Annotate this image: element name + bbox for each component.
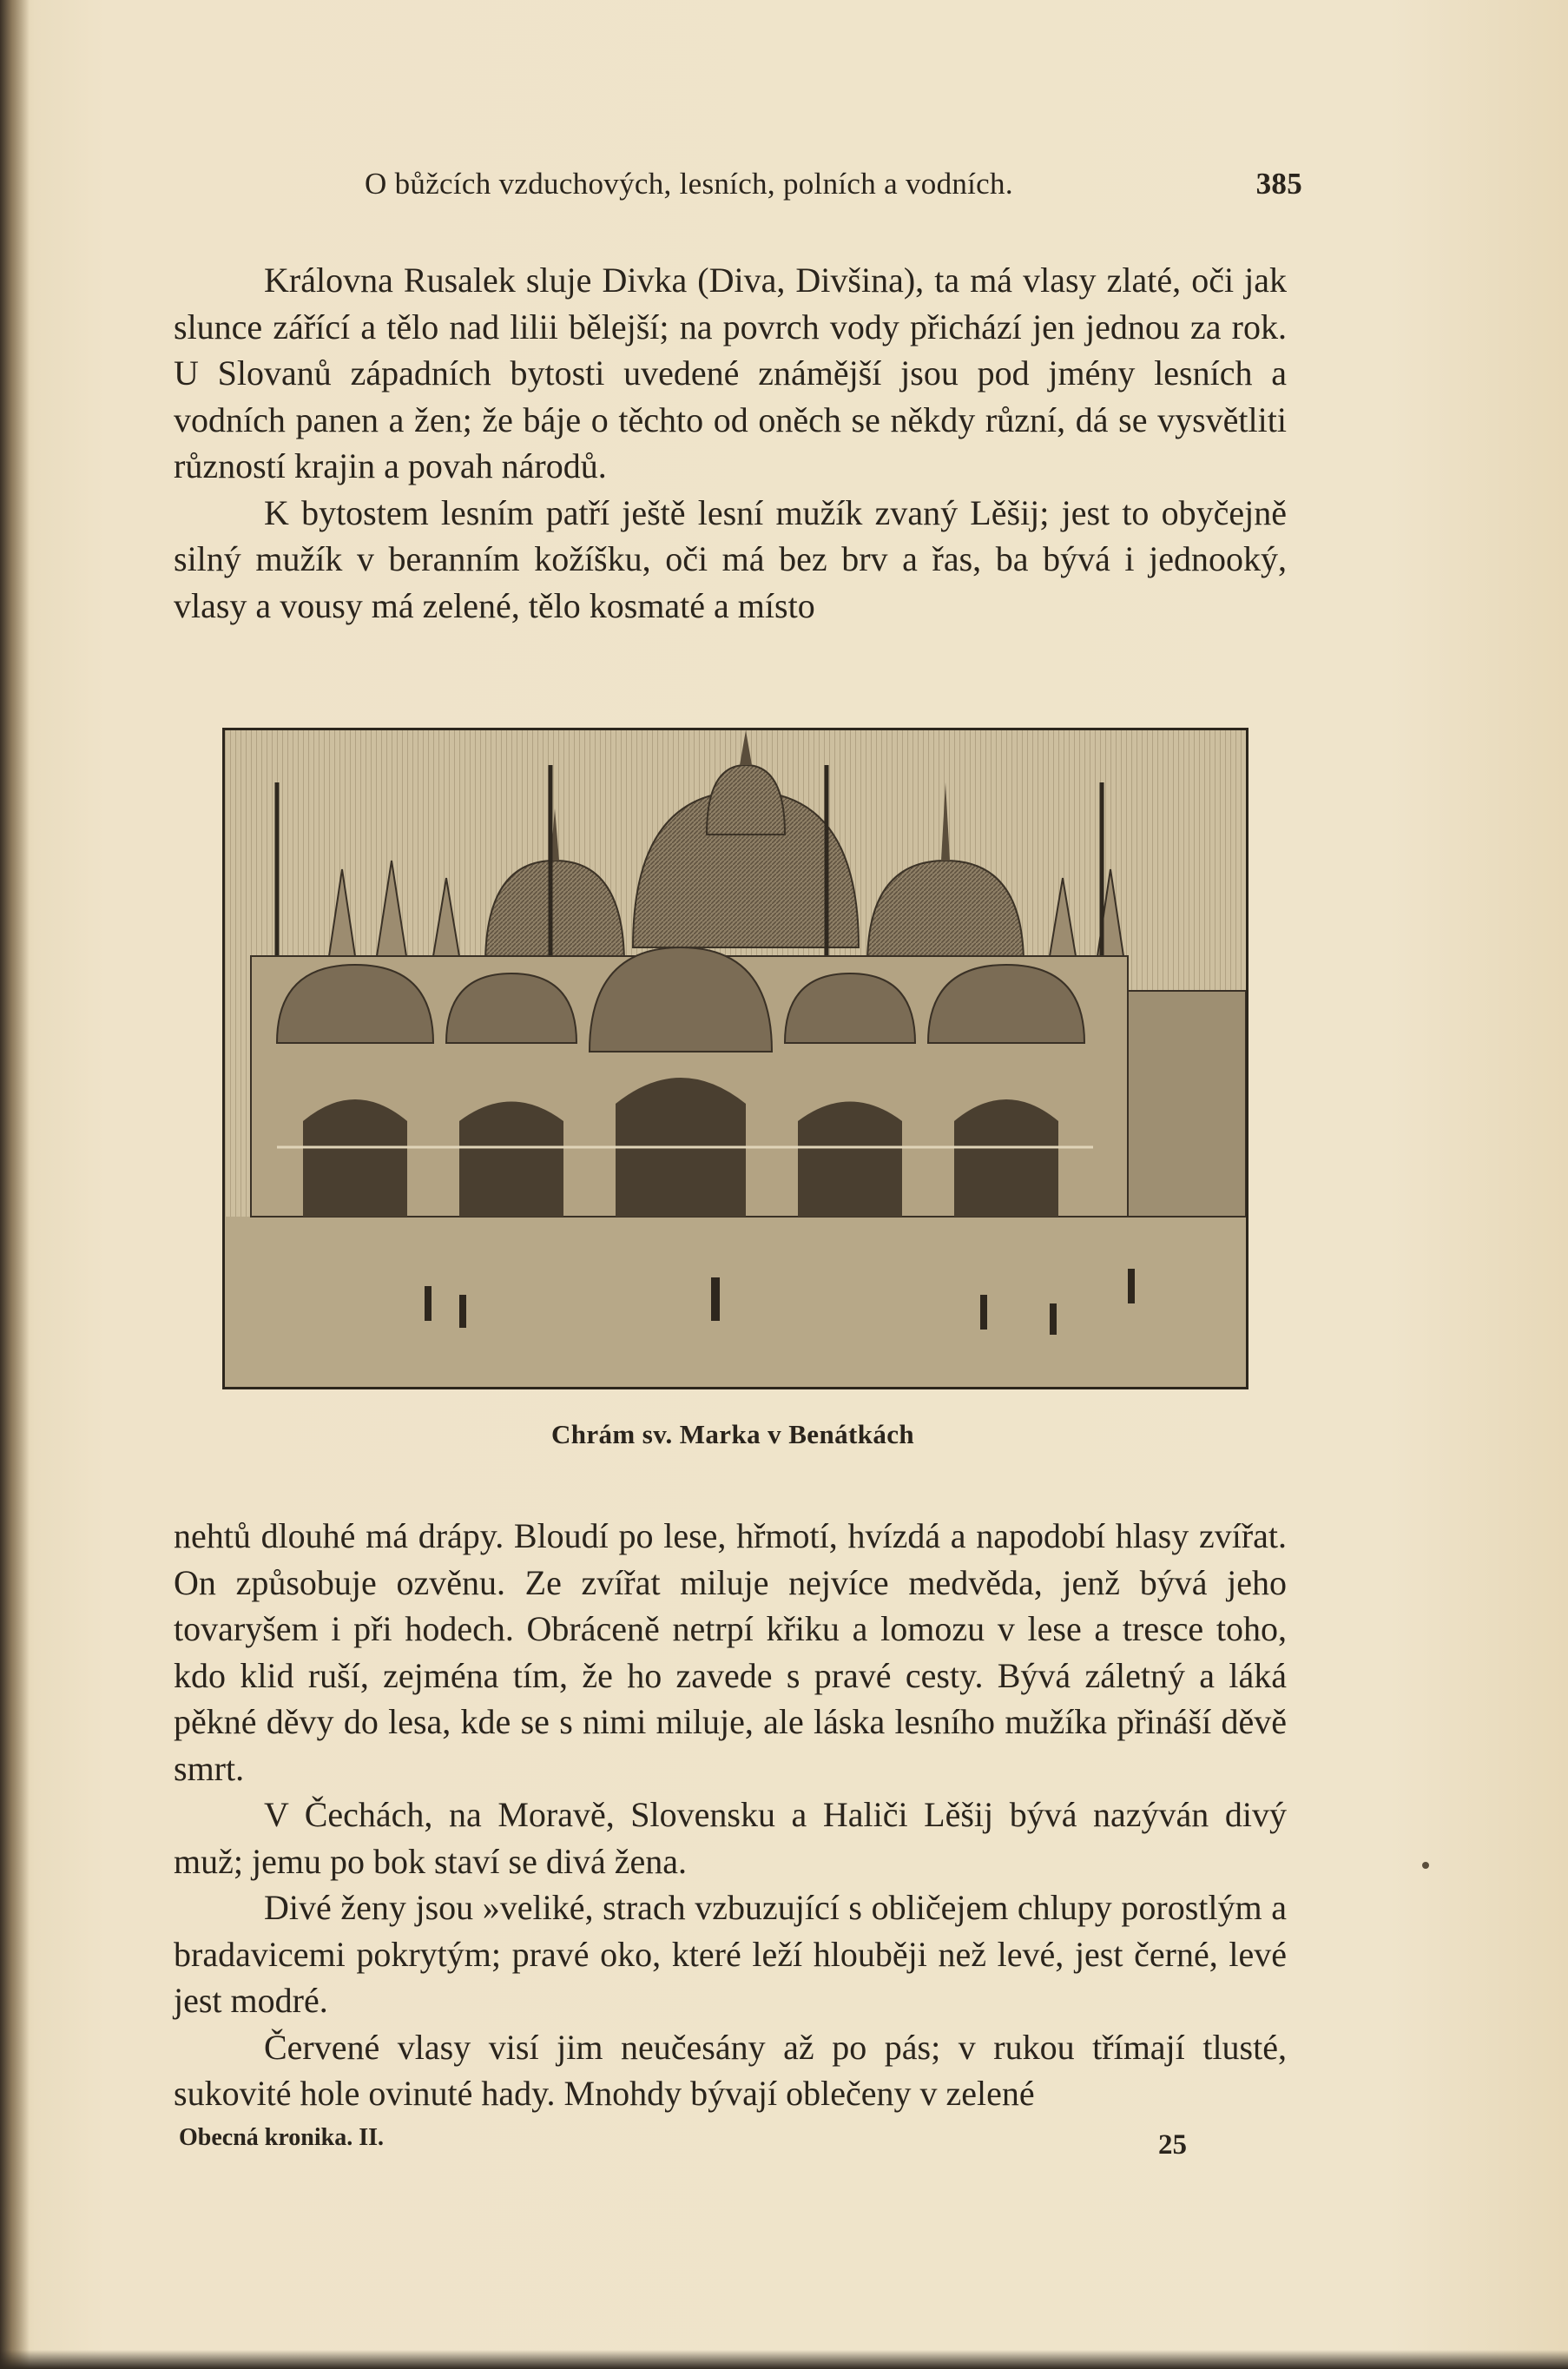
page-number: 385 xyxy=(1255,167,1302,201)
page-bottom-edge xyxy=(0,2350,1568,2369)
figure-caption: Chrám sv. Marka v Benátkách xyxy=(550,1419,915,1449)
footer-signature: Obecná kronika. II. xyxy=(179,2124,384,2151)
figure-basilica xyxy=(222,728,1248,1389)
paragraph: V Čechách, na Moravě, Slovensku a Haliči Lěšij bývá nazýván divý muž; jemu po bok staví se divá žena. xyxy=(174,1795,1287,1881)
gutter-shadow xyxy=(0,0,30,2369)
paragraph: Červené vlasy visí jim neučesány až po pás; v rukou třímají tlusté, sukovité hole ovinuté hady. Mnohdy bývají oblečeny v zelené xyxy=(174,2027,1287,2113)
paragraph: K bytostem lesním patří ještě lesní mužík zvaný Lěšij; jest to obyčejně silný mužík v beranním kožíšku, oči má bez brv a řas, ba bývá i jednooký, vlasy a vousy má zelené, tělo kosmaté a místo xyxy=(174,492,1287,625)
basilica-engraving-icon xyxy=(225,730,1246,1387)
margin-mark xyxy=(1422,1862,1429,1869)
text-block-bottom xyxy=(174,1513,1287,2117)
paragraph: Královna Rusalek sluje Divka (Diva, Divšina), ta má vlasy zlaté, oči jak slunce zářící a tělo nad lilii bělejší; na povrch vody přichází jen jednou za rok. U Slovanů západních bytosti uvedené známější jsou pod jmény lesních a vodních panen a žen; že báje o těchto od oněch se někdy různí, dá se vysvětliti růzností krajin a povah národů. xyxy=(174,261,1287,485)
paragraph: nehtů dlouhé má drápy. Bloudí po lese, hřmotí, hvízdá a napodobí hlasy zvířat. On způsobuje ozvěnu. Ze zvířat miluje nejvíce medvěda, jenž bývá jeho tovaryšem i při hodech. Obráceně netrpí křiku a lomozu v lese a tresce toho, kdo klid ruší, zejména tím, že ho zavede s pravé cesty. Bývá záletný a láká pěkné děvy do lesa, kde se s nimi miluje, ale láska lesního mužíka přináší děvě smrt. xyxy=(174,1516,1287,1788)
footer-sheet-number: 25 xyxy=(1158,2129,1187,2161)
text-block-top xyxy=(174,257,1287,629)
running-head-title: O bůžcích vzduchových, lesních, polních a vodních. xyxy=(365,167,1013,201)
paragraph: Divé ženy jsou »veliké, strach vzbuzující s obličejem chlupy porostlým a bradavicemi pokrytým; pravé oko, které leží hlouběji než levé, jest černé, levé jest modré. xyxy=(174,1888,1287,2020)
